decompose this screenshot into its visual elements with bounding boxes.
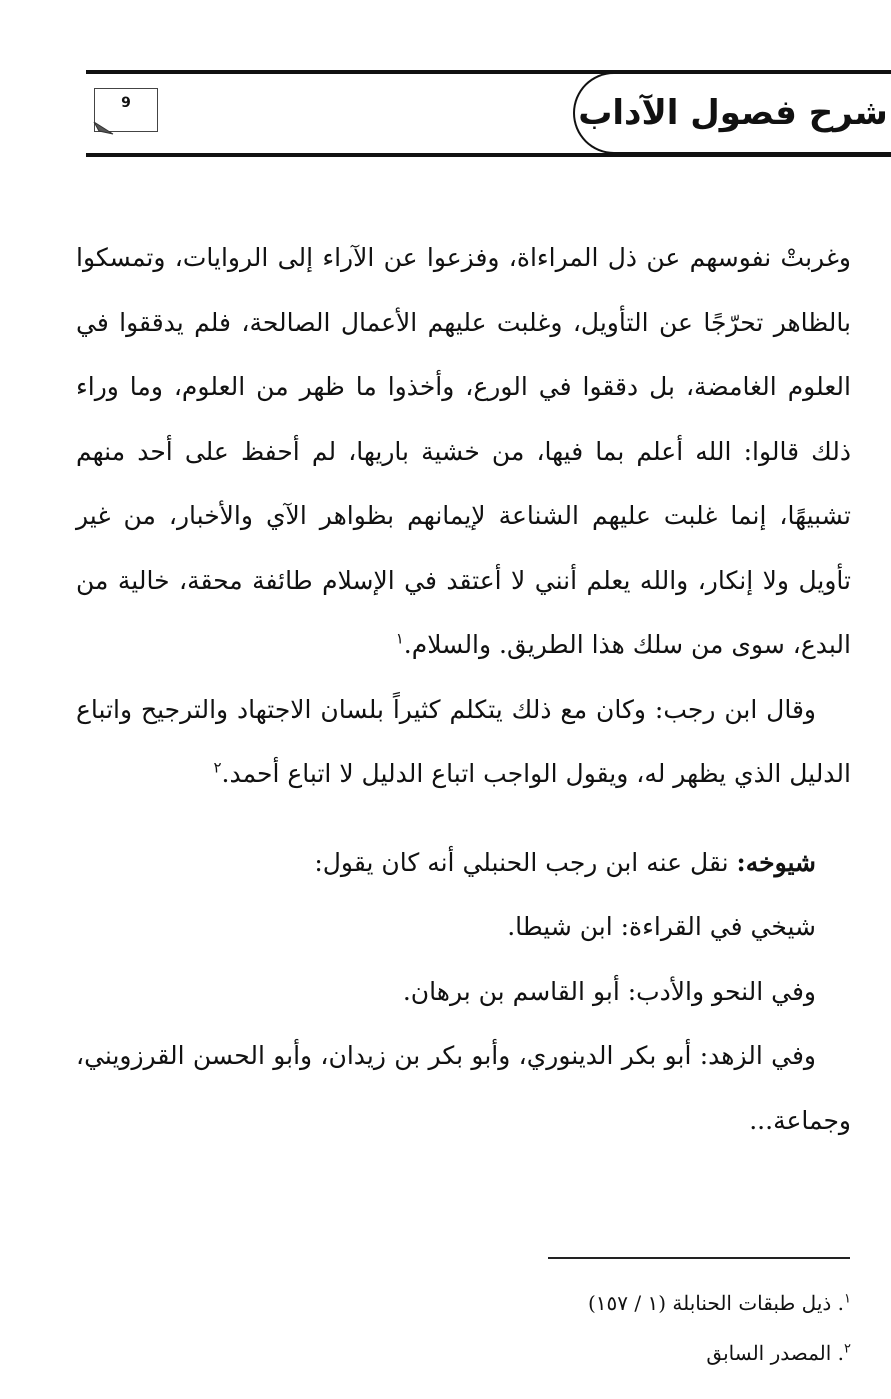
- footnote-2: [76, 1328, 851, 1378]
- teacher-line: شيخي في القراءة: ابن شيطا.: [507, 912, 816, 941]
- footnote-1: [76, 1278, 851, 1328]
- teachers-intro: نقل عنه ابن رجب الحنبلي أنه كان يقول:: [314, 847, 737, 877]
- footnote-ref-2[interactable]: ٢: [213, 758, 222, 777]
- paragraph-1-text: وغربتْ نفوسهم عن ذل المراءاة، وفزعوا عن الآراء إلى الروايات، وتمسكوا بالظاهر تحرّجًا عن التأويل، وغلبت عليهم الأعمال الصالحة، فلم يدققوا في العلوم الغامضة، بل دققوا في الورع، وأخذوا ما ظهر من العلوم، وما وراء ذلك قالوا: الله أعلم بما فيها، من خشية باريها، لم أحفظ على أحد منهم تشبيهًا، إنما غلبت عليهم الشناعة لإيمانهم بظواهر الآي والأخبار، من غير تأويل ولا إنكار، والله يعلم أنني لا أعتقد في الإسلام طائفة محقة، خالية من البدع، سوى من سلك هذا الطريق. والسلام.: [76, 243, 851, 659]
- page-curl-icon: [93, 121, 115, 137]
- footnote-1-mark: ١: [844, 1291, 851, 1307]
- main-text: [76, 226, 851, 1153]
- footnote-ref-1[interactable]: ١: [395, 629, 404, 648]
- page-number: 9: [121, 95, 131, 111]
- teacher-line: وفي النحو والأدب: أبو القاسم بن برهان.: [402, 976, 816, 1006]
- footnote-2-text: . المصدر السابق: [706, 1341, 845, 1365]
- paragraph-2: [76, 678, 851, 807]
- footnote-1-text: . ذيل طبقات الحنابلة (١ / ١٥٧): [587, 1291, 845, 1315]
- teachers-heading: شيوخه:: [736, 847, 816, 877]
- footnotes: [76, 1278, 851, 1378]
- teachers-section: [76, 831, 851, 1154]
- teacher-line: وفي الزهد: أبو بكر الدينوري، وأبو بكر بن زيدان، وأبو الحسن القرزويني، وجماعة...: [76, 1041, 851, 1135]
- paragraph-1: [76, 226, 851, 678]
- book-title: شرح فصول الآداب: [578, 93, 888, 133]
- page-header: [86, 58, 891, 166]
- footnote-2-mark: ٢: [844, 1341, 851, 1357]
- book-title-frame: [573, 72, 891, 154]
- paragraph-2-text: وقال ابن رجب: وكان مع ذلك يتكلم كثيراً بلسان الاجتهاد والترجيح واتباع الدليل الذي يظهر له، ويقول الواجب اتباع الدليل لا اتباع أحمد.: [76, 694, 851, 788]
- page-number-frame: [94, 88, 158, 132]
- footnote-separator: [548, 1257, 850, 1259]
- teachers-intro-line: [76, 831, 851, 896]
